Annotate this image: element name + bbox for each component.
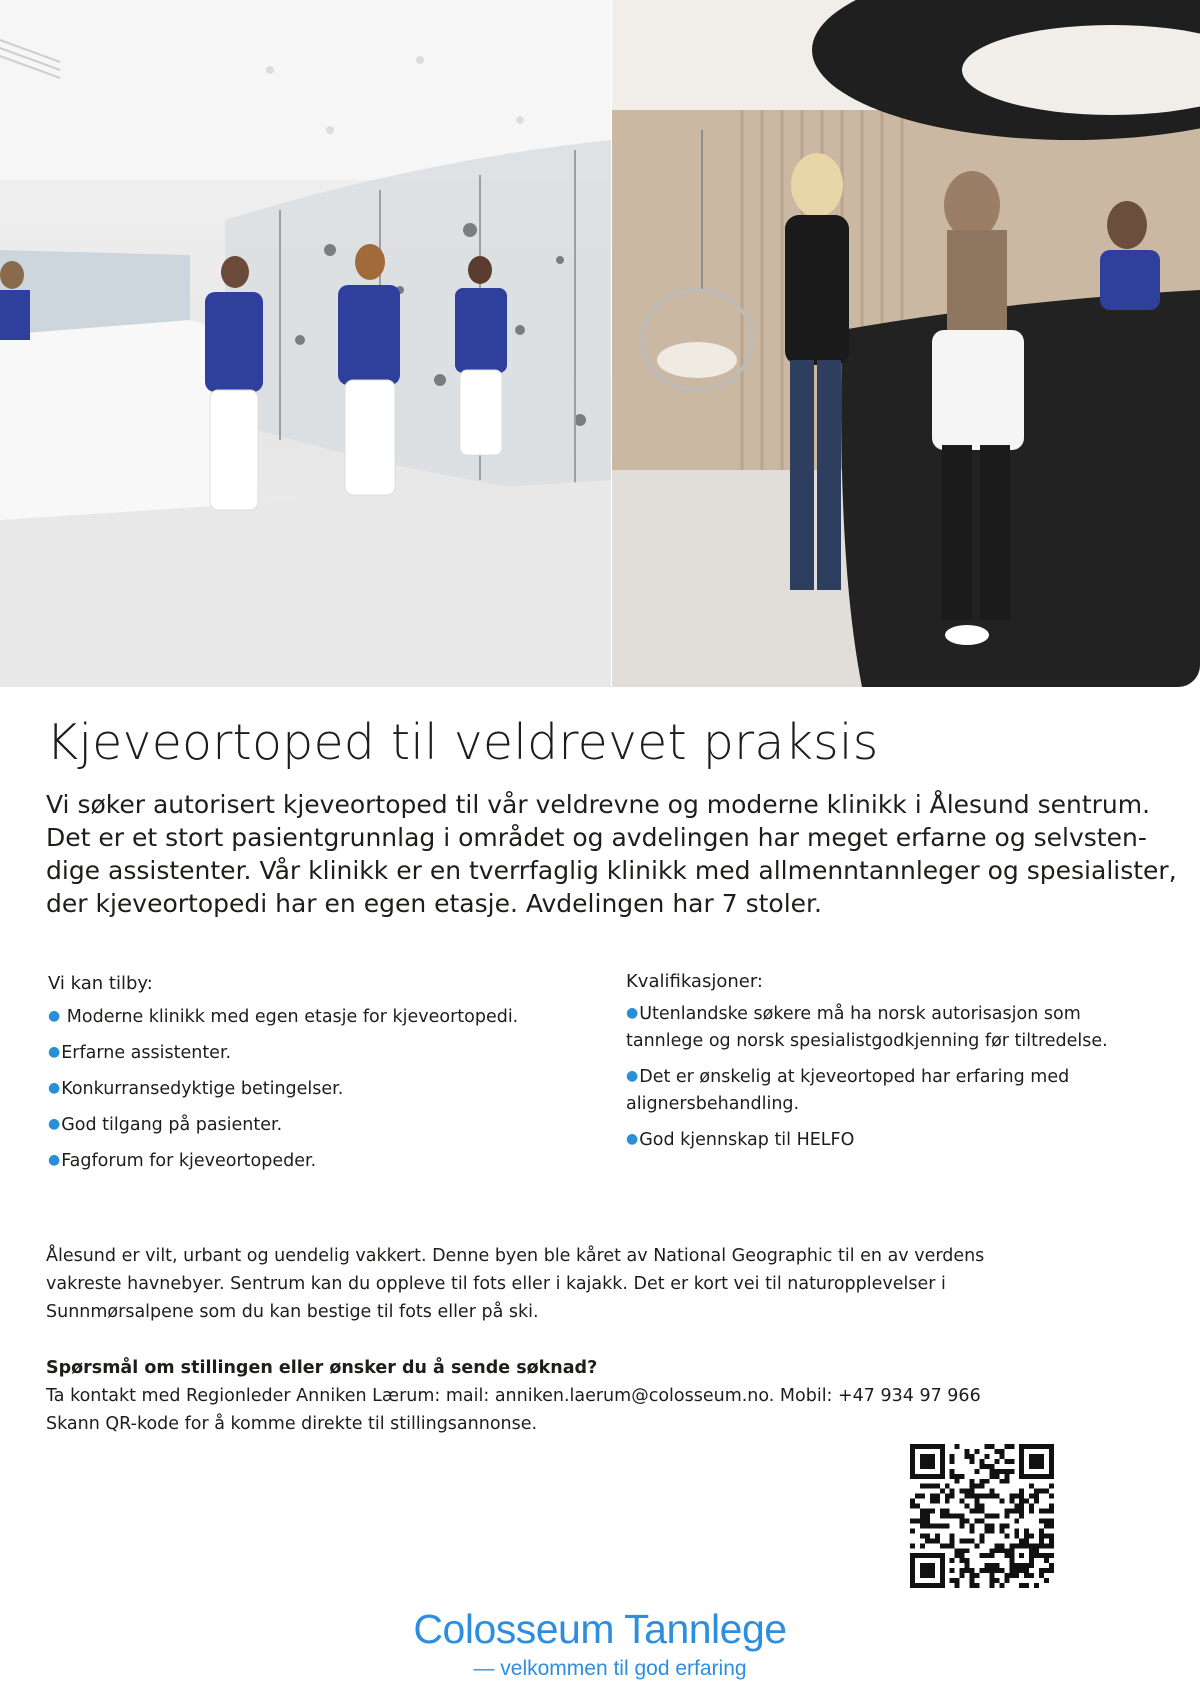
list-item bbox=[48, 1002, 608, 1031]
intro-line: Vi søker autorisert kjeveortoped til vår veldrevne og moderne klinikk i Ålesund sentrum. bbox=[46, 790, 1151, 819]
list-item-text: alignersbehandling. bbox=[626, 1094, 800, 1114]
list-item-text: Det er ønskelig at kjeveortoped har erfaring med bbox=[639, 1067, 1070, 1087]
offer-heading: Vi kan tilby: bbox=[48, 973, 153, 994]
bullet-icon: ● bbox=[626, 1005, 639, 1021]
bullet-icon: ● bbox=[48, 1080, 61, 1096]
list-item-text: tannlege og norsk spesialistgodkjenning før tiltredelse. bbox=[626, 1031, 1108, 1051]
qualifications-section bbox=[626, 968, 1166, 1162]
qr-code-icon[interactable] bbox=[910, 1444, 1054, 1588]
list-item-text: Konkurransedyktige betingelser. bbox=[61, 1079, 344, 1099]
list-item bbox=[626, 1063, 1166, 1118]
list-item-text: God kjennskap til HELFO bbox=[639, 1130, 855, 1150]
about-line: Ålesund er vilt, urbant og uendelig vakkert. Denne byen ble kåret av National Geographic til en av verdens bbox=[46, 1246, 985, 1266]
reception-photo bbox=[612, 0, 1200, 687]
about-line: Sunnmørsalpene som du kan bestige til fots eller på ski. bbox=[46, 1302, 539, 1322]
list-item-text: Utenlandske søkere må ha norsk autorisasjon som bbox=[639, 1004, 1081, 1024]
list-item bbox=[48, 1110, 608, 1139]
list-item-text: Erfarne assistenter. bbox=[61, 1043, 232, 1063]
contact-question: Spørsmål om stillingen eller ønsker du å sende søknad? bbox=[46, 1358, 598, 1378]
intro-paragraph bbox=[46, 788, 1177, 920]
list-item-text: Moderne klinikk med egen etasje for kjeveortopedi. bbox=[61, 1007, 519, 1027]
qualifications-list bbox=[626, 1000, 1166, 1154]
intro-line: der kjeveortopedi har en egen etasje. Avdelingen har 7 stoler. bbox=[46, 889, 822, 918]
contact-section bbox=[46, 1354, 1146, 1438]
list-item bbox=[48, 1038, 608, 1067]
list-item bbox=[48, 1074, 608, 1103]
about-line: vakreste havnebyer. Sentrum kan du oppleve til fots eller i kajakk. Det er kort vei til naturopplevelser i bbox=[46, 1274, 946, 1294]
list-item bbox=[626, 1126, 1166, 1154]
bullet-icon: ● bbox=[626, 1131, 639, 1147]
brand-tagline: — velkommen til god erfaring bbox=[473, 1657, 747, 1680]
clinic-corridor-photo bbox=[0, 0, 611, 687]
bullet-icon: ● bbox=[48, 1008, 61, 1024]
list-item bbox=[48, 1146, 608, 1175]
brand-logo bbox=[380, 1606, 820, 1682]
brand-name: Colosseum Tannlege bbox=[413, 1606, 787, 1652]
bullet-icon: ● bbox=[48, 1116, 61, 1132]
list-item bbox=[626, 1000, 1166, 1055]
bullet-icon: ● bbox=[48, 1044, 61, 1060]
intro-line: dige assistenter. Vår klinikk er en tverrfaglig klinikk med allmenntannleger og spesialister, bbox=[46, 856, 1177, 885]
bullet-icon: ● bbox=[626, 1068, 639, 1084]
qualifications-heading: Kvalifikasjoner: bbox=[626, 971, 763, 992]
intro-line: Det er et stort pasientgrunnlag i området og avdelingen har meget erfarne og selvsten- bbox=[46, 823, 1147, 852]
page-title: Kjeveortoped til veldrevet praksis bbox=[46, 714, 879, 771]
about-paragraph bbox=[46, 1242, 1146, 1326]
offer-list bbox=[48, 1002, 608, 1175]
bullet-icon: ● bbox=[48, 1152, 61, 1168]
contact-details[interactable]: Ta kontakt med Regionleder Anniken Lærum: mail: anniken.laerum@colosseum.no. Mobil: +47 934 97 966 bbox=[46, 1386, 981, 1406]
hero-photos bbox=[0, 0, 1200, 687]
qr-instruction: Skann QR-kode for å komme direkte til stillingsannonse. bbox=[46, 1414, 538, 1434]
offer-section bbox=[48, 970, 608, 1182]
list-item-text: God tilgang på pasienter. bbox=[61, 1115, 283, 1135]
list-item-text: Fagforum for kjeveortopeder. bbox=[61, 1151, 317, 1171]
